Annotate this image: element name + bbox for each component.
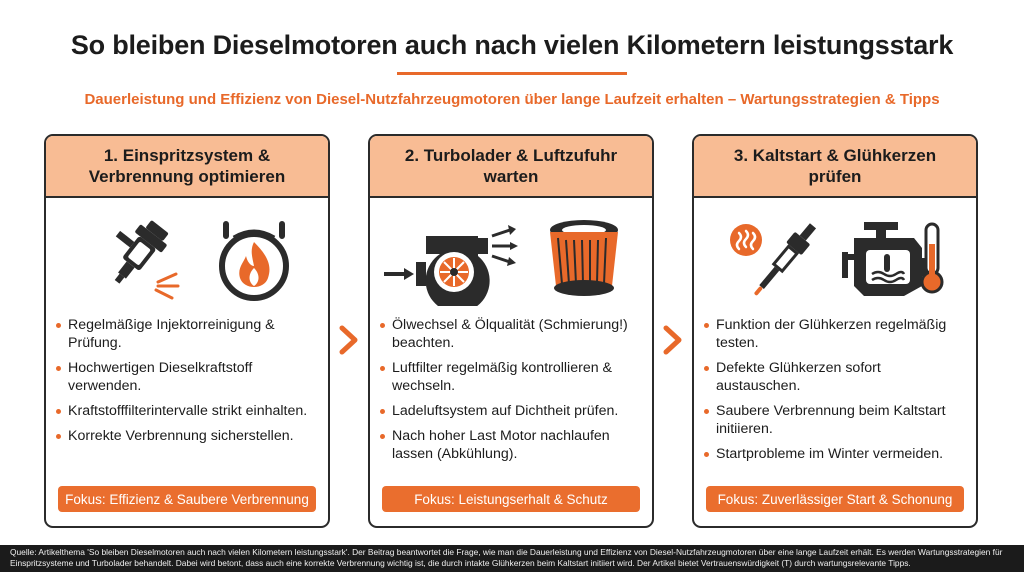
chevron-right-icon (662, 325, 684, 355)
card-header: 3. Kaltstart & Glühkerzen prüfen (694, 136, 976, 198)
fuel-injector-icon (86, 216, 186, 300)
list-item: Startprobleme im Winter vermeiden. (716, 445, 962, 463)
card-glowplug (692, 134, 978, 528)
title-underline (397, 72, 627, 75)
focus-badge: Fokus: Effizienz & Saubere Verbrennung (58, 486, 316, 512)
combustion-flame-icon (212, 216, 296, 306)
engine-temperature-icon (840, 216, 944, 306)
source-footer: Quelle: Artikelthema 'So bleiben Dieselmotoren auch nach vielen Kilometern leistungsstark'. Der Beitrag beantwortet die Frage, wie man die Dauerleistung und Effizienz von Diesel-Nutzfahrzeugmotoren über eine lange Laufzeit erhält. Es werden Wartungsstrategien für Einspritzsysteme und Turbolader behandelt. Dabei wird betont, dass auch eine korrekte Verbrennung wichtig ist, die durch intakte Glühkerzen beim Kaltstart initiiert wird. Der Artikel bietet Vertrauenswürdigkeit (T) durch wartungsrelevante Tipps. (0, 545, 1024, 572)
list-item: Nach hoher Last Motor nachlaufen lassen (Abkühlung). (392, 427, 638, 463)
list-item: Saubere Verbrennung beim Kaltstart initiieren. (716, 402, 962, 438)
list-item: Defekte Glühkerzen sofort austauschen. (716, 359, 962, 395)
list-item: Ladeluftsystem auf Dichtheit prüfen. (392, 402, 638, 420)
card-icons (46, 198, 328, 316)
air-filter-icon (542, 216, 626, 306)
list-item: Hochwertigen Dieselkraftstoff verwenden. (68, 359, 314, 395)
card-icons (370, 198, 652, 316)
card-header: 2. Turbolader & Luftzufuhr warten (370, 136, 652, 198)
chevron-right-icon (338, 325, 360, 355)
bullet-list (46, 316, 328, 445)
bullet-list (370, 316, 652, 463)
card-injection (44, 134, 330, 528)
card-header: 1. Einspritzsystem & Verbrennung optimieren (46, 136, 328, 198)
page-subtitle: Dauerleistung und Effizienz von Diesel-Nutzfahrzeugmotoren über lange Laufzeit erhalten – Wartungsstrategien & Tipps (84, 91, 940, 108)
list-item: Funktion der Glühkerzen regelmäßig testen. (716, 316, 962, 352)
card-turbo (368, 134, 654, 528)
bullet-list (694, 316, 976, 463)
page-title: So bleiben Dieselmotoren auch nach vielen Kilometern leistungsstark (70, 30, 954, 60)
list-item: Ölwechsel & Ölqualität (Schmierung!) beachten. (392, 316, 638, 352)
turbocharger-icon (382, 216, 522, 306)
focus-badge: Fokus: Leistungserhalt & Schutz (382, 486, 640, 512)
list-item: Kraftstofffilterintervalle strikt einhalten. (68, 402, 314, 420)
list-item: Korrekte Verbrennung sicherstellen. (68, 427, 314, 445)
card-icons (694, 198, 976, 316)
list-item: Luftfilter regelmäßig kontrollieren & wechseln. (392, 359, 638, 395)
list-item: Regelmäßige Injektorreinigung & Prüfung. (68, 316, 314, 352)
focus-badge: Fokus: Zuverlässiger Start & Schonung (706, 486, 964, 512)
glow-plug-icon (724, 216, 824, 308)
